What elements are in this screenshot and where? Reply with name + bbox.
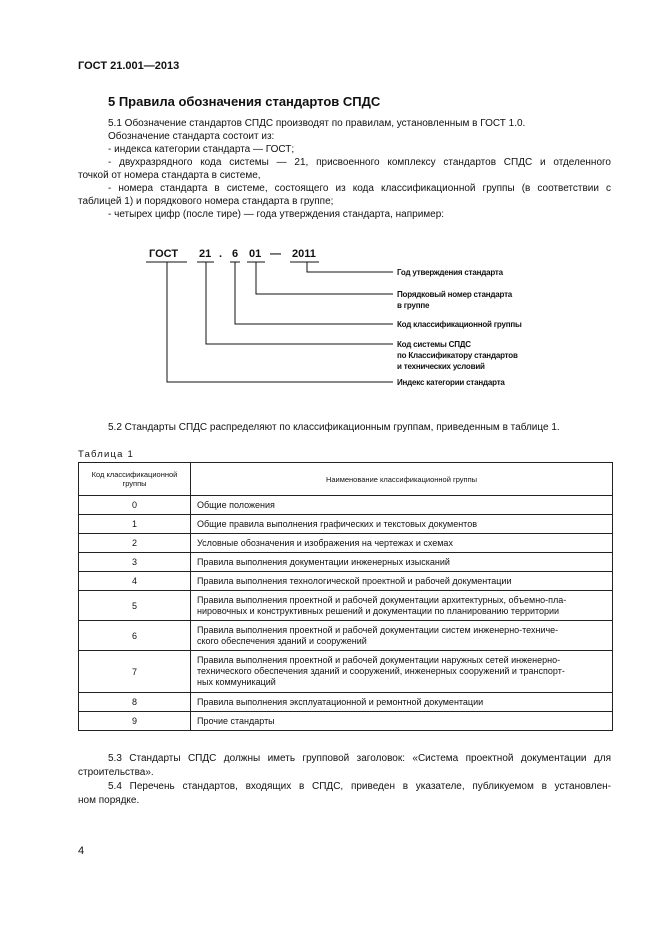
label-index: Индекс категории стандарта [397,378,505,387]
row-code: 8 [79,693,191,712]
row-name: Общие правила выполнения графических и текстовых документов [191,515,613,534]
code-dot: . [219,248,223,260]
table-row [79,651,613,693]
table-row [79,693,613,712]
para-5-4-line-1: 5.4 Перечень стандартов, входящих в СПДС, приведен в указателе, публикуемом в установлен- [108,781,611,792]
row-name: Условные обозначения и изображения на чертежах и схемах [191,534,613,553]
para-5-1-line-1: 5.1 Обозначение стандартов СПДС производят по правилам, установленным в ГОСТ 1.0. [108,118,526,129]
list-item-system-line-2: точкой от номера стандарта в системе, [78,170,261,181]
row-name-line-1: Правила выполнения проектной и рабочей документации архитектурных, объемно-пла- [197,594,567,605]
table-row [79,621,613,651]
list-item-number-line-1: - номера стандарта в системе, состоящего из кода классификационной группы (в соответствии с [108,183,611,194]
classification-table [78,462,613,731]
row-name [191,591,613,621]
row-name: Правила выполнения технологической проектной и рабочей документации [191,572,613,591]
list-item-year: - четырех цифр (после тире) — года утверждения стандарта, например: [108,209,445,220]
table-row [79,572,613,591]
row-code: 6 [79,621,191,651]
header-name: Наименование классификационной группы [191,463,613,496]
code-number: 01 [249,248,262,260]
row-code: 5 [79,591,191,621]
table-row [79,553,613,572]
list-item-system-line-1: - двухразрядного кода системы — 21, присвоенного комплексу стандартов СПДС и отделенного [108,157,611,168]
row-code: 3 [79,553,191,572]
row-name-line-3: ных коммуникаций [197,677,276,687]
label-system-3: и технических условий [397,362,485,371]
row-name [191,621,613,651]
row-name: Правила выполнения документации инженерных изысканий [191,553,613,572]
code-gost: ГОСТ [149,248,179,260]
label-system-1: Код системы СПДС [397,340,471,349]
para-5-2: 5.2 Стандарты СПДС распределяют по классификационным группам, приведенным в таблице 1. [108,422,560,433]
table-row [79,534,613,553]
row-code: 2 [79,534,191,553]
table-row [79,712,613,731]
table-caption: Таблица 1 [78,449,134,460]
row-name-line-2: ского обеспечения зданий и сооружений [197,635,367,646]
row-name-line-1: Правила выполнения проектной и рабочей документации систем инженерно-техниче- [197,624,559,635]
table-row [79,591,613,621]
header-code: Код классификационной группы [79,463,191,496]
row-name-line-2: технического обеспечения зданий и сооружений, инженерных сооружений и транспорт- [197,666,565,676]
row-code: 7 [79,651,191,693]
row-name [191,651,613,693]
row-name-line-2: нировочных и конструктивных решений и документации по планированию территории [197,605,560,616]
document-header: ГОСТ 21.001—2013 [78,60,180,72]
label-system-2: по Классификатору стандартов [397,351,518,360]
list-item-number-line-2: таблицей 1) и порядкового номера стандарта в группе; [78,196,334,207]
row-code: 4 [79,572,191,591]
row-code: 0 [79,496,191,515]
label-group: Код классификационной группы [397,320,522,329]
list-item-index: - индекса категории стандарта — ГОСТ; [108,144,295,155]
row-code: 9 [79,712,191,731]
section-title: 5 Правила обозначения стандартов СПДС [108,94,381,109]
code-year: 2011 [292,248,316,260]
para-5-4-line-2: ном порядке. [78,795,140,806]
para-5-3-line-1: 5.3 Стандарты СПДС должны иметь групповой заголовок: «Система проектной документации для [108,753,611,764]
code-group: 6 [232,248,239,260]
code-dash: — [270,248,281,260]
row-code: 1 [79,515,191,534]
table-row [79,496,613,515]
row-name: Правила выполнения эксплуатационной и ремонтной документации [191,693,613,712]
table-header-row [79,463,613,496]
label-number-1: Порядковый номер стандарта [397,290,513,299]
label-year: Год утверждения стандарта [397,268,503,277]
para-5-1-line-2: Обозначение стандарта состоит из: [108,131,275,142]
table-row [79,515,613,534]
code-system: 21 [199,248,212,260]
label-number-2: в группе [397,301,430,310]
para-5-3-line-2: строительства». [78,767,154,778]
row-name-line-1: Правила выполнения проектной и рабочей документации наружных сетей инженерно- [197,655,561,665]
row-name: Прочие стандарты [191,712,613,731]
page-number: 4 [78,845,85,857]
row-name: Общие положения [191,496,613,515]
